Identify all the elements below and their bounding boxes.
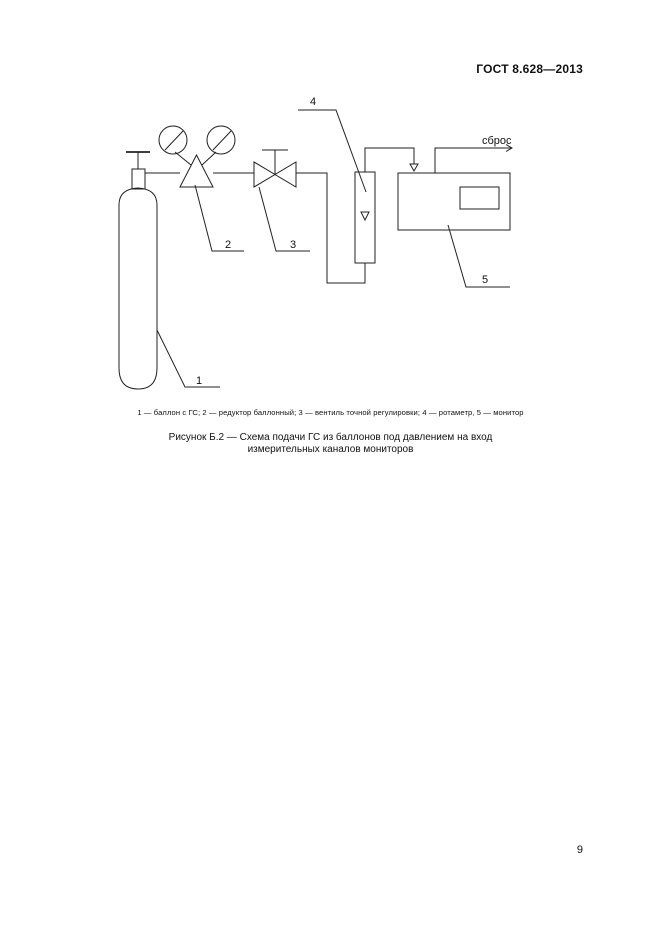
leader-line-3 [259, 187, 310, 251]
label-1: 1 [196, 375, 203, 387]
exhaust-label: сброс [482, 135, 512, 147]
gas-supply-diagram [0, 0, 661, 400]
monitor [398, 173, 510, 230]
pressure-gauge-right [207, 126, 235, 154]
caption-line-2: измерительных каналов мониторов [247, 444, 414, 455]
page-number: 9 [576, 844, 583, 856]
standard-code: ГОСТ 8.628—2013 [476, 62, 583, 76]
figure-caption [0, 432, 661, 456]
label-4: 4 [310, 96, 317, 108]
label-2: 2 [225, 239, 232, 251]
pressure-gauge-left [159, 126, 187, 154]
pressure-reducer [159, 126, 235, 187]
leader-line-5 [448, 225, 510, 287]
label-3: 3 [290, 239, 297, 251]
figure-legend: 1 — баллон с ГС; 2 — редуктор баллонный; 3 — вентиль точной регулировки; 4 — ротаметр, 5 — монитор [137, 408, 524, 417]
leader-line-1 [157, 330, 220, 387]
leader-line-2 [195, 185, 244, 251]
label-5: 5 [482, 274, 489, 286]
leader-line-4 [298, 110, 366, 192]
exhaust-line [435, 148, 511, 173]
pipe-segment [365, 148, 414, 172]
regulating-valve [254, 150, 296, 187]
gas-cylinder [119, 152, 157, 389]
rotameter [355, 172, 375, 263]
caption-line-1: Рисунок Б.2 — Схема подачи ГС из баллонов под давлением на вход [168, 432, 493, 443]
